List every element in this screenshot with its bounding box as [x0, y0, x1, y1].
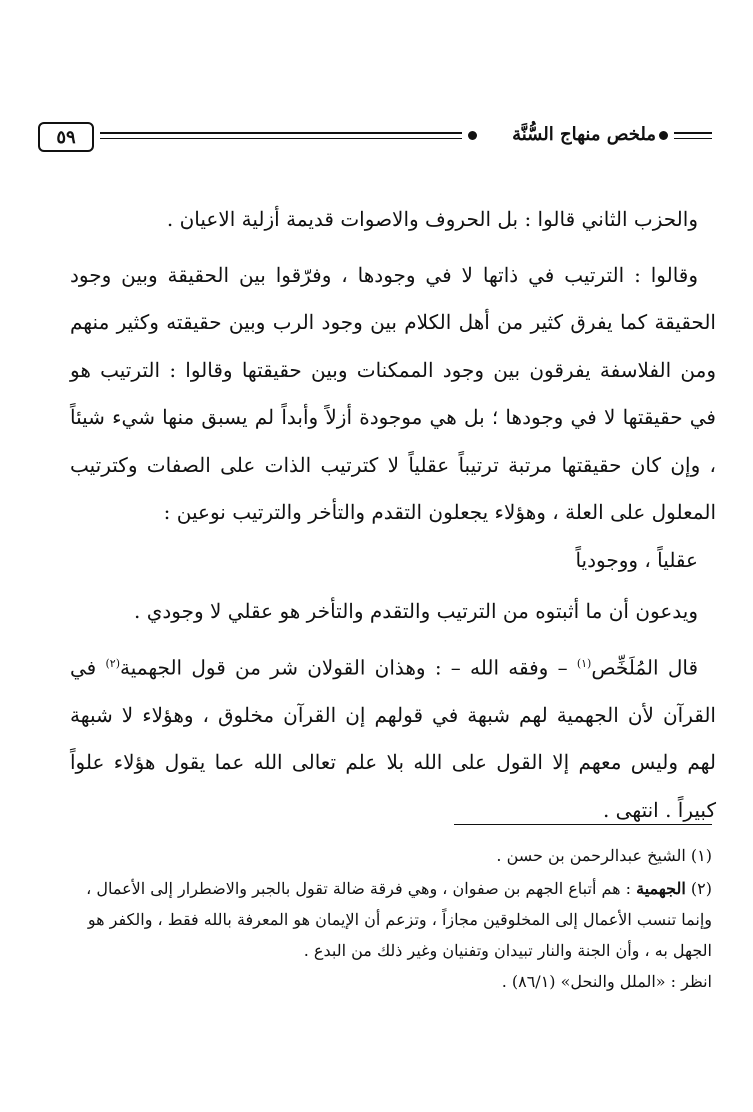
paragraph-5-part-a: قال المُلَخِّص [591, 655, 698, 680]
footnote-2-number: (٢) [685, 879, 712, 898]
footnote-ref-2: (٢) [105, 656, 120, 670]
header-dot-left [468, 131, 477, 140]
header-rule-left-bottom [100, 138, 462, 139]
footnote-separator [454, 824, 712, 825]
footnote-2-reference: انظر : «الملل والنحل» (٨٦/١) . [501, 972, 712, 991]
footnote-ref-1: (١) [576, 656, 592, 670]
paragraph-5-part-b: – وفقه الله – : وهذان القولان شر من قول الجهمية [120, 655, 577, 680]
page-header [38, 118, 718, 158]
header-rule-right-top [674, 132, 712, 134]
paragraph-5 [70, 640, 716, 835]
footnote-2-text: : هم أتباع الجهم بن صفوان ، وهي فرقة ضالة تقول بالجبر والاضطرار إلى الأعمال ، وإنما تنسب الأعمال إلى المخلوقين مجازاً ، وتزعم أن الإيمان هو المعرفة بالله فقط ، والكفر هو الجهل به ، وأن الجنة والنار تبيدان وتفنيان وغير ذلك من البدع . [86, 879, 712, 960]
paragraph-2: وقالوا : الترتيب في ذاتها لا في وجودها ، وفرّقوا بين الحقيقة وبين وجود الحقيقة كما يفرق كثير من أهل الكلام بين وجود الرب وبين حقيقته وكثير منهم ومن الفلاسفة يفرقون بين وجود الممكنات وبين حقيقتها وقالوا : الترتيب هو في حقيقتها لا في وجودها ؛ بل هي موجودة أزلاً وأبداً لم يسبق منها شيء شيئاً ، وإن كان حقيقتها مرتبة ترتيباً عقلياً لا كترتيب الذات على الصفات وكترتيب المعلول على العلة ، وهؤلاء يجعلون التقدم والتأخر والترتيب نوعين : [70, 262, 716, 524]
header-rule-left-top [100, 132, 462, 134]
paragraph-1: والحزب الثاني قالوا : بل الحروف والاصوات قديمة أزلية الاعيان . [166, 207, 698, 231]
header-dot-right [659, 131, 668, 140]
main-text [70, 196, 716, 834]
paragraph-3: عقلياً ، ووجودياً [575, 547, 698, 572]
header-rule-right-bottom [674, 138, 712, 139]
book-title: ملخص منهاج السُّنَّة [512, 124, 656, 145]
page-number: ٥٩ [38, 122, 94, 152]
footnotes [64, 840, 712, 997]
paragraph-5-part-c: في القرآن لأن الجهمية لهم شبهة في قولهم إن القرآن مخلوق ، وهؤلاء لا شبهة لهم وليس معهم إلا القول على الله بلا علم تعالى الله عما يقول هؤلاء علواً كبيراً . انتهى . [70, 655, 716, 822]
footnote-2-term: الجهمية [636, 879, 686, 898]
footnote-2 [64, 873, 712, 966]
paragraph-4: ويدعون أن ما أثبتوه من الترتيب والتقدم والتأخر هو عقلي لا وجودي . [134, 599, 698, 623]
footnote-1: (١) الشيخ عبدالرحمن بن حسن . [496, 846, 712, 865]
